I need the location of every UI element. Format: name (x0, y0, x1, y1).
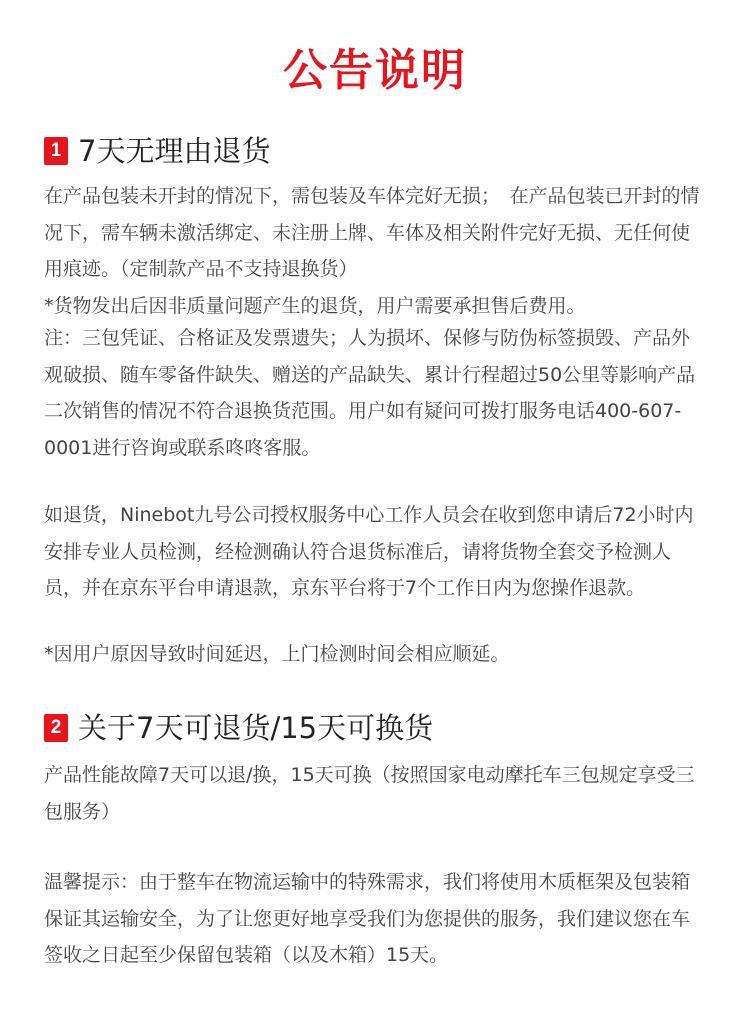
section-heading-return-policy (44, 131, 270, 171)
return-condition-text: 在产品包装未开封的情况下，需包装及车体完好无损； 在产品包装已开封的情况下，需车辆未激活绑定、未注册上牌、车体及相关附件完好无损、无任何使用痕迹。（定制款产品不支持退换货） (44, 185, 700, 280)
section-number-badge: 2 (44, 714, 68, 742)
warranty-text: 产品性能故障7天可以退/换，15天可换（按照国家电动摩托车三包规定享受三包服务） (44, 764, 695, 823)
section-heading-text: 7天无理由退货 (78, 134, 271, 168)
exclusion-note: 注：三包凭证、合格证及发票遗失；人为损坏、保修与防伪标签损毁、产品外观破损、随车零备件缺失、赠送的产品缺失、累计行程超过50公里等影响产品二次销售的情况不符合退换货范围。用户如有疑问可拨打服务电话400-607-0001进行咨询或联系咚咚客服。 (44, 327, 696, 459)
packaging-tip: 温馨提示：由于整车在物流运输中的特殊需求，我们将使用木质框架及包装箱保证其运输安全，为了让您更好地享受我们为您提供的服务，我们建议您在车签收之日起至少保留包装箱（以及木箱）15天。 (44, 871, 691, 966)
return-process-text: 如退货，Ninebot九号公司授权服务中心工作人员会在收到您申请后72小时内安排专业人员检测，经检测确认符合退货标准后，请将货物全套交予检测人员，并在京东平台申请退款，京东平台将于7个工作日内为您操作退款。 (44, 504, 694, 599)
page-title: 公告说明 (283, 45, 467, 96)
section-number-badge: 1 (44, 137, 68, 165)
section-heading-return-exchange (44, 708, 433, 748)
return-fee-note: *货物发出后因非质量问题产生的退货，用户需要承担售后费用。 (44, 295, 586, 317)
delay-note: *因用户原因导致时间延迟，上门检测时间会相应顺延。 (44, 643, 510, 665)
section-heading-text: 关于7天可退货/15天可换货 (78, 711, 434, 745)
